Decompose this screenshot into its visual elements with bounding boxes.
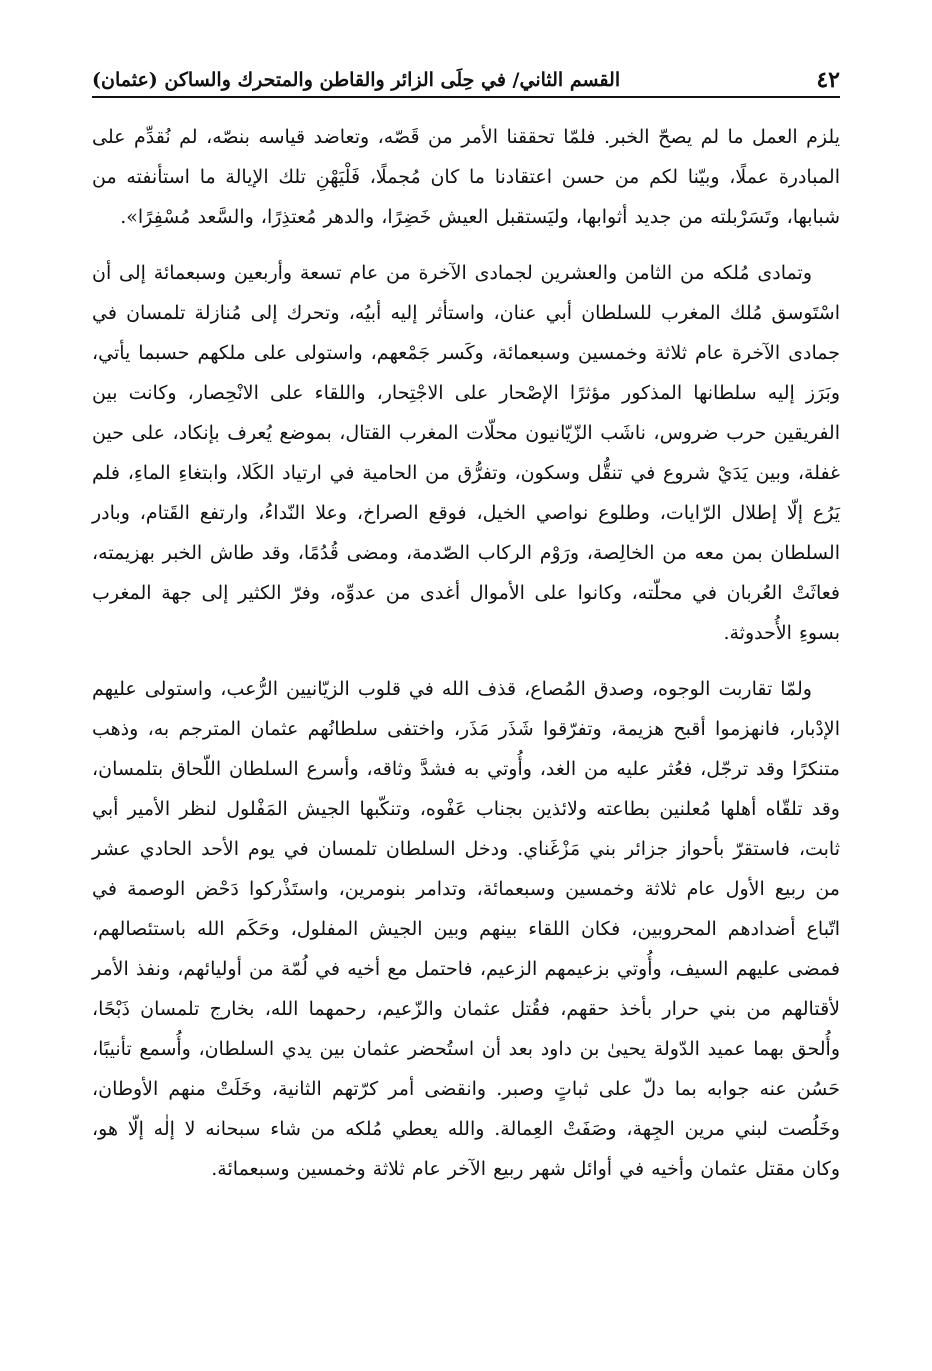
paragraph-2: وتمادى مُلكه من الثامن والعشرين لجمادى الآخرة من عام تسعة وأربعين وسبعمائة إلى أن اسْتَوسق مُلك المغرب للسلطان أبي عنان، واستأثر إليه أبيُه، وتحرك إلى مُنازلة تلمسان في جمادى الآخرة عام ثلاثة وخمسين وسبعمائة، وكَسر جَمْعهم، واستولى على ملكهم حسبما يأتي، وبَرَز إليه سلطانها المذكور مؤثرًا الإصْحار على الاجْتِحار، واللقاء على الانْحِصار، وكانت بين الفريقين حرب ضروس، ناشَب الزّيّانيون محلّات المغرب القتال، بموضع يُعرف بإنكاد، على حين غفلة، وبين يَدَيْ شروع في تنقُّل وسكون، وتفرُّق من الحامية في ارتياد الكَلا، وابتغاءِ الماءِ، فلم يَرُع إلّا إطلال الرّايات، وطلوع نواصي الخيل، فوقع الصراخ، وعلا النّداءُ، وارتفع القَتام، وبادر السلطان بمن معه من الخالِصة، ورَوْم الركاب الصّدمة، ومضى قُدُمًا، وقد طاش الخبر بهزيمته، فعاثَتْ العُربان في محلّته، وكانوا على الأموال أغدى من عدوِّه، وفرّ الكثير إلى جهة المغرب بسوءِ الأُحدوثة. bbox=[92, 262, 840, 644]
paragraph-3: ولمّا تقاربت الوجوه، وصدق المُصاع، قذف الله في قلوب الزيّانيين الرُّعب، واستولى عليهم الإدْبار، فانهزموا أقبح هزيمة، وتفرّقوا شَذَر مَذَر، واختفى سلطانُهم عثمان المترجم به، وذهب متنكرًا وقد ترجّل، فعُثر عليه من الغد، وأُوتي به فشدَّ وثاقه، وأسرع السلطان اللّحاق بتلمسان، وقد تلقّاه أهلها مُعلنين بطاعته ولائذين بجناب عَفْوه، وتنكّبها الجيش المَفْلول لنظر الأمير أبي ثابت، فاستقرّ بأحواز جزائر بني مَزْغَناي. ودخل السلطان تلمسان في يوم الأحد الحادي عشر من ربيع الأول عام ثلاثة وخمسين وسبعمائة، وتدامر بنومرين، واستَذْركوا دَحْض الوصمة في اتّباع أضدادهم المحروبين، فكان اللقاء بينهم وبين الجيش المفلول، وحَكَم الله باستئصالهم، فمضى عليهم السيف، وأُوتي بزعيمهم الزعيم، فاحتمل مع أخيه في لُمّة من أوليائهم، ونفذ الأمر لأقتالهم من بني حرار بأخذ حقهم، فقُتل عثمان والزّعيم، رحمهما الله، بخارج تلمسان ذَبْحًا، وأُلحق بهما عميد الدّولة يحيىٰ بن داود بعد أن استُحضر عثمان بين يدي السلطان، وأُسمع تأنيبًا، حَسُن عنه جوابه بما دلّ على ثباتٍ وصبر. وانقضى أمر كرّتهم الثانية، وخَلَتْ منهم الأوطان، وخَلُصت لبني مرين الجِهة، وصَفَتْ العِمالة. والله يعطي مُلكه من شاء سبحانه لا إلٰه إلّا هو، وكان مقتل عثمان وأخيه في أوائل شهر ربيع الآخر عام ثلاثة وخمسين وسبعمائة. bbox=[92, 678, 840, 1180]
body-text bbox=[92, 117, 840, 1189]
running-head: القسم الثاني/ في حِلَى الزائر والقاطن والمتحرك والساكن (عثمان) bbox=[92, 69, 621, 91]
page-number: ٤٢ bbox=[816, 67, 840, 93]
page-header bbox=[92, 54, 840, 94]
paragraph-1: يلزم العمل ما لم يصحّ الخبر. فلمّا تحققنا الأمر من قَصّه، وتعاضد قياسه بنصّه، لم نُقدِّم على المبادرة عملًا، وبيّنا لكم من حسن اعتقادنا ما كان مُجملًا، فَلْيَهْنِ تلك الإيالة ما استأنفته من شبابها، وتَسَرْبلته من جديد أثوابها، وليَستقبل العيش خَضِرًا، والدهر مُعتذِرًا، والسَّعد مُسْفِرًا». bbox=[92, 126, 840, 228]
header-rule bbox=[92, 96, 840, 98]
